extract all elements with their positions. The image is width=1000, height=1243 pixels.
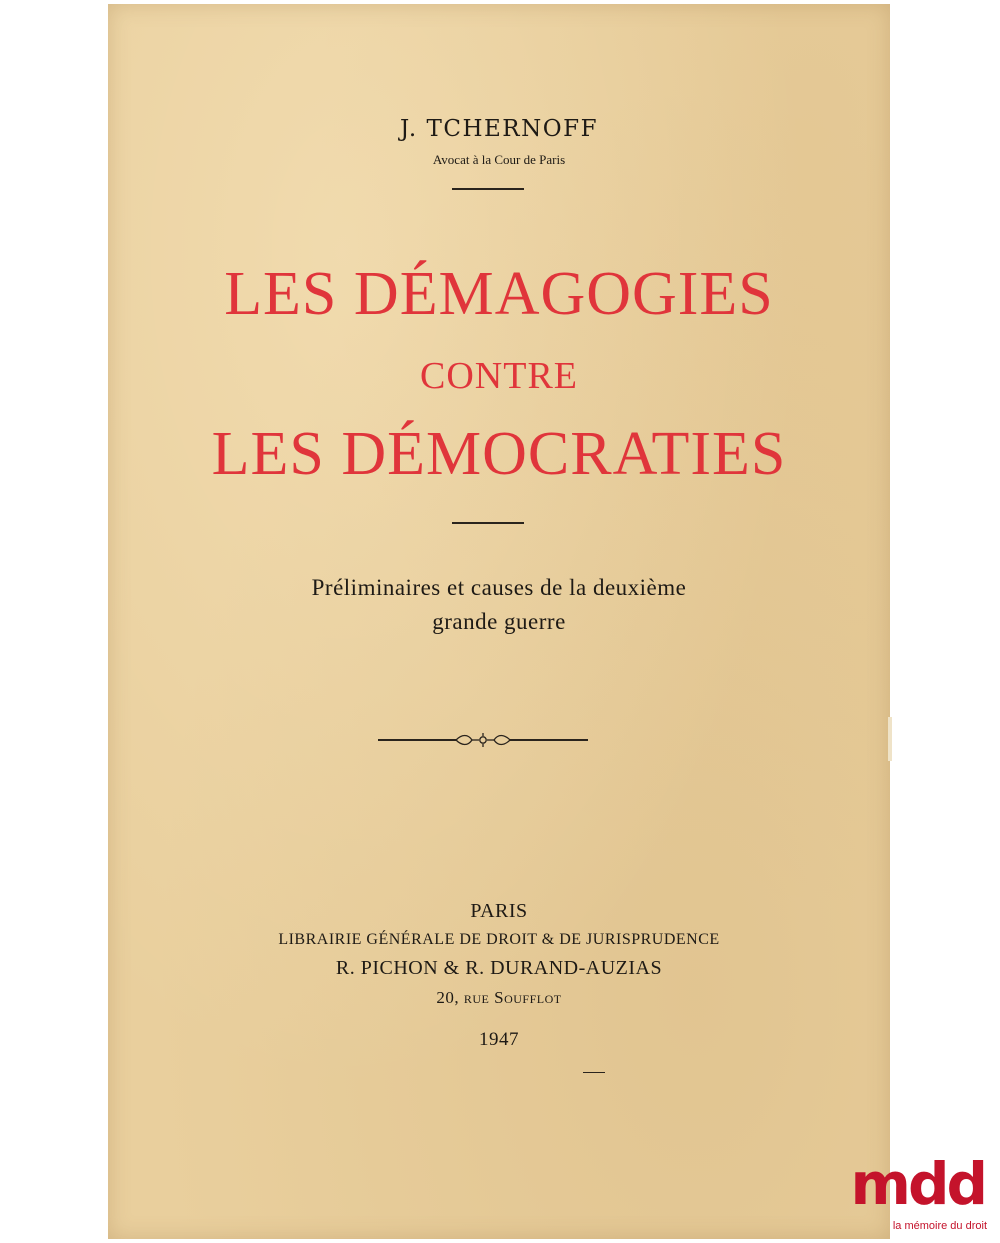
ornament-divider-icon [378,728,588,752]
book-cover [108,4,890,1239]
subtitle-line-1: Préliminaires et causes de la deuxième [311,575,687,600]
title-line-3: LES DÉMOCRATIES [211,420,787,488]
publisher-address-text: 20, rue Soufflot [436,988,562,1007]
subtitle-line-2: grande guerre [432,609,566,634]
mdd-logo [790,1152,995,1240]
divider-rule-top [452,188,524,190]
publisher-names: R. PICHON & R. DURAND-AUZIAS [335,957,663,979]
page-edge-tab [888,717,892,761]
divider-rule-middle [452,522,524,524]
title-line-2: CONTRE [420,355,578,397]
title-line-1: LES DÉMAGOGIES [224,260,774,328]
logo-mark: mdd [850,1150,985,1218]
publisher-address [108,988,890,1008]
divider-rule-year [583,1072,605,1073]
author-role: Avocat à la Cour de Paris [432,152,566,167]
publisher-house: LIBRAIRIE GÉNÉRALE DE DROIT & DE JURISPRUDENCE [278,931,720,948]
publisher-city: PARIS [470,900,528,922]
author-name: J. TCHERNOFF [399,116,599,142]
logo-tagline: la mémoire du droit [892,1220,987,1232]
publication-year: 1947 [479,1029,519,1050]
